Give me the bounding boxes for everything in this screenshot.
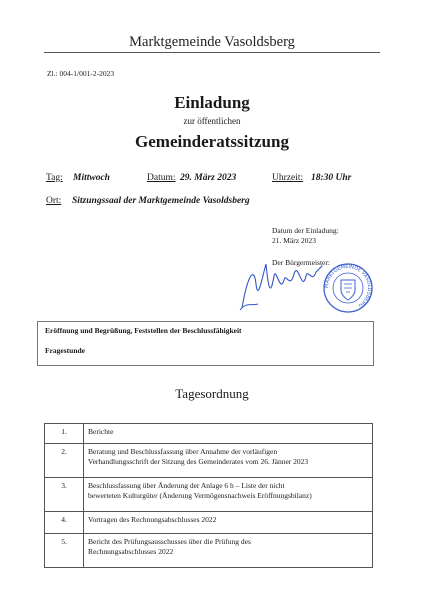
agenda-number: 2. — [45, 444, 84, 478]
doc-subtitle: zur öffentlichen — [183, 116, 241, 126]
question-hour: Fragestunde — [45, 346, 85, 355]
agenda-text: Beratung und Beschlussfassung über Annahme der vorläufigen Verhandlungsschrift der Sitzung des Gemeinderates vom 26. Jänner 2023 — [84, 444, 373, 478]
invitation-date-value: 21. März 2023 — [272, 236, 316, 245]
table-row — [45, 478, 373, 512]
table-row — [45, 534, 373, 568]
agenda-text: Bericht des Prüfungsausschusses über die Prüfung des Rechnungsabschlusses 2022 — [84, 534, 373, 568]
day-value: Mittwoch — [73, 173, 110, 183]
time-label: Uhrzeit: — [272, 173, 304, 183]
invitation-date-label: Datum der Einladung: — [272, 226, 339, 235]
table-row — [45, 424, 373, 444]
date-label: Datum: — [147, 173, 176, 183]
agenda-table — [44, 423, 373, 568]
agenda-text: Beschlussfassung über Änderung der Anlage 6 h – Liste der nicht bewerteten Kulturgüter (Änderung Vermögensnachweis Eröffnungsbilanz) — [84, 478, 373, 512]
agenda-number: 4. — [45, 512, 84, 534]
mayor-signature — [236, 254, 326, 314]
doc-title-main: Gemeinderatssitzung — [135, 132, 289, 151]
agenda-number: 1. — [45, 424, 84, 444]
place-label: Ort: — [46, 196, 62, 206]
header-rule — [44, 52, 380, 53]
table-row — [45, 512, 373, 534]
municipal-seal — [322, 262, 374, 314]
agenda-text: Berichte — [84, 424, 373, 444]
agenda-title: Tagesordnung — [175, 386, 249, 401]
reference-number: Zl.: 004-1/001-2-2023 — [47, 69, 115, 78]
agenda-number: 3. — [45, 478, 84, 512]
seal-text: MARKTGEMEINDE VASOLDSBERG — [323, 263, 373, 309]
date-value: 29. März 2023 — [180, 173, 237, 183]
place-value: Sitzungssaal der Marktgemeinde Vasoldsberg — [72, 196, 250, 206]
mayor-label: Der Bürgermeister: — [272, 258, 330, 267]
day-label: Tag: — [46, 173, 63, 183]
agenda-number: 5. — [45, 534, 84, 568]
time-value: 18:30 Uhr — [311, 173, 352, 183]
table-row — [45, 444, 373, 478]
municipality-name: Marktgemeinde Vasoldsberg — [129, 34, 295, 50]
opening-item: Eröffnung und Begrüßung, Feststellen der Beschlussfähigkeit — [45, 326, 242, 335]
agenda-text: Vortragen des Rechnungsabschlusses 2022 — [84, 512, 373, 534]
doc-title: Einladung — [174, 93, 250, 112]
invitation-date-block — [272, 226, 339, 246]
